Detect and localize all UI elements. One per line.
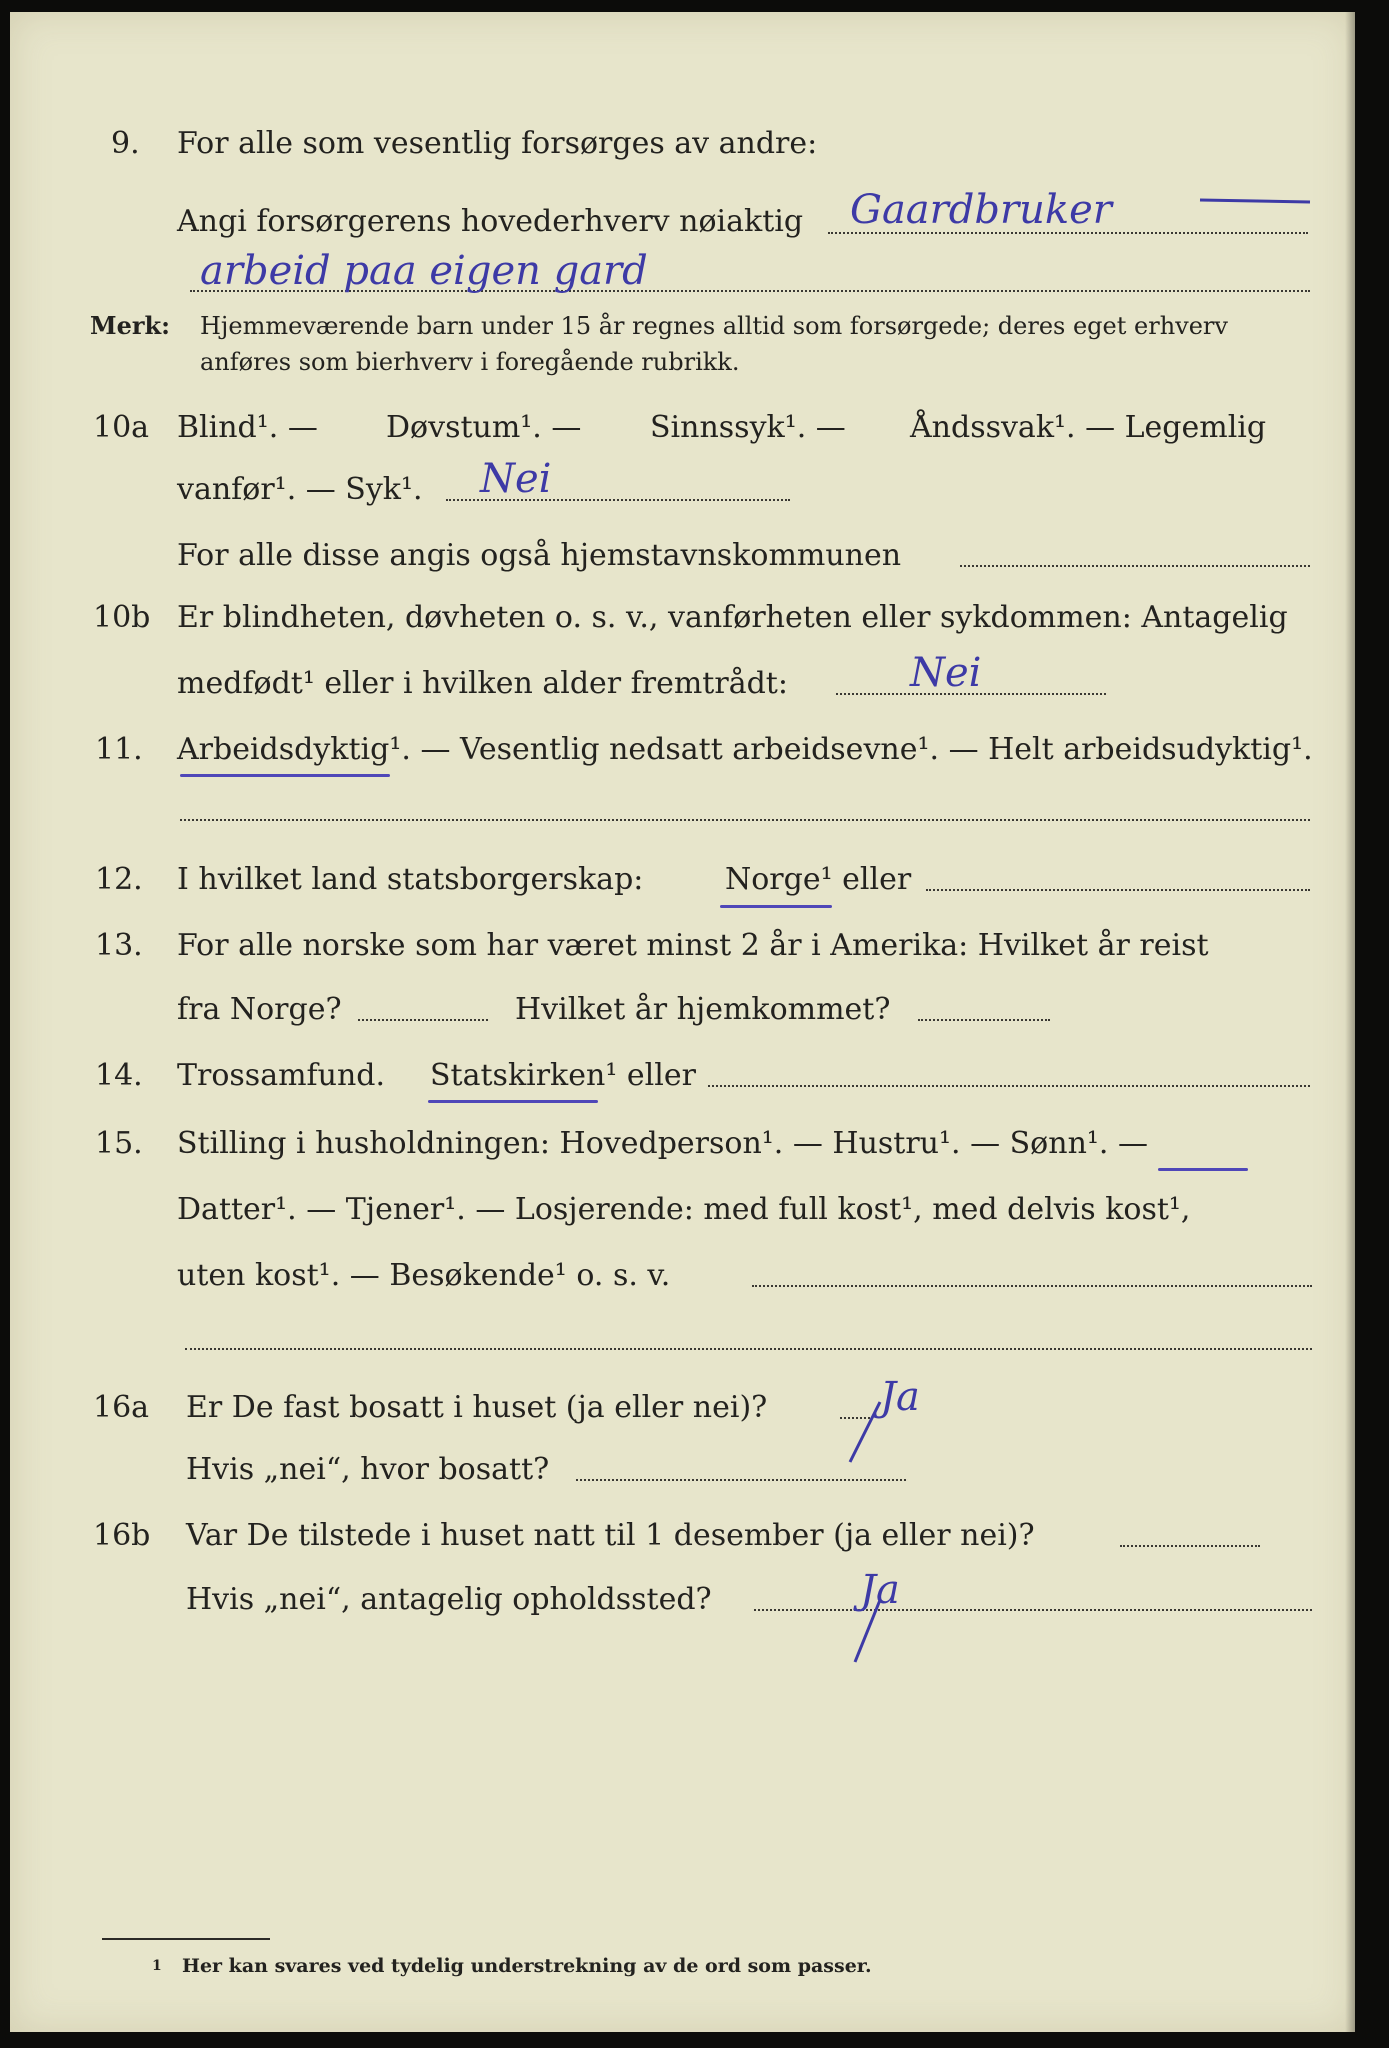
handwriting-strokes <box>10 12 1355 2032</box>
q15-number: 15. <box>95 1126 143 1161</box>
q10a-handwritten: Nei <box>480 456 552 502</box>
q16a-handwritten: Ja <box>880 1374 920 1420</box>
merk-label: Merk: <box>90 311 170 340</box>
q10b-medfodt: medfødt¹ eller i hvilken alder fremtrådt: <box>177 666 788 701</box>
q10a-number: 10a <box>93 410 150 445</box>
q16b-question: Var De tilstede i huset natt til 1 desember (ja eller nei)? <box>186 1518 1035 1553</box>
q16b-hvis-nei: Hvis „nei“, antagelig opholdssted? <box>186 1582 712 1617</box>
q10a-blind: Blind¹. — <box>177 410 318 445</box>
q12-norge: Norge¹ eller <box>725 862 912 897</box>
q16b-handwritten: Ja <box>860 1567 900 1613</box>
q16a-number: 16a <box>93 1390 150 1425</box>
q10a-andssvak: Åndssvak¹. — Legemlig <box>910 410 1267 445</box>
q15-datter: Datter¹. — Tjener¹. — Losjerende: med full kost¹, med delvis kost¹, <box>177 1192 1191 1227</box>
footnote-text: Her kan svares ved tydelig understrekning av de ord som passer. <box>182 1955 872 1977</box>
q10b-question: Er blindheten, døvheten o. s. v., vanførheten eller sykdommen: Antagelig <box>177 600 1288 635</box>
q10a-hjemstavn: For alle disse angis også hjemstavnskommunen <box>177 538 902 573</box>
q13-fra-norge: fra Norge? <box>177 992 342 1027</box>
q10a-sinnssyk: Sinnssyk¹. — <box>650 410 846 445</box>
footnote-rule <box>102 1938 270 1940</box>
q11-question: Arbeidsdyktig¹. — Vesentlig nedsatt arbeidsevne¹. — Helt arbeidsudyktig¹. <box>177 732 1313 767</box>
merk-text-2: anføres som bierhverv i foregående rubrikk. <box>200 348 740 376</box>
q16a-hvis-nei: Hvis „nei“, hvor bosatt? <box>186 1452 550 1487</box>
q9-question: For alle som vesentlig forsørges av andre: <box>177 126 818 161</box>
q14-question: Trossamfund. <box>177 1058 386 1093</box>
census-form-sheet <box>10 12 1355 2032</box>
q9-handwritten-2: arbeid paa eigen gard <box>200 248 648 294</box>
q15-question: Stilling i husholdningen: Hovedperson¹. — Hustru¹. — Sønn¹. — <box>177 1126 1148 1161</box>
q9-prompt: Angi forsørgerens hovederhverv nøiaktig <box>177 204 804 239</box>
q14-statskirken: Statskirken¹ eller <box>430 1058 696 1093</box>
q16b-number: 16b <box>93 1518 151 1553</box>
q12-number: 12. <box>95 862 143 897</box>
footnote-mark: 1 <box>152 1958 162 1974</box>
q16a-question: Er De fast bosatt i huset (ja eller nei)? <box>186 1390 768 1425</box>
q13-question: For alle norske som har været minst 2 år i Amerika: Hvilket år reist <box>177 928 1209 963</box>
q13-number: 13. <box>95 928 143 963</box>
q9-number: 9. <box>111 126 140 161</box>
q9-handwritten-1: Gaardbruker <box>850 187 1112 233</box>
q10b-handwritten: Nei <box>910 650 982 696</box>
q10a-dovstum: Døvstum¹. — <box>386 410 582 445</box>
q13-hjemkommet: Hvilket år hjemkommet? <box>515 992 891 1027</box>
q11-number: 11. <box>95 732 143 767</box>
q12-question: I hvilket land statsborgerskap: <box>177 862 644 897</box>
merk-text-1: Hjemmeværende barn under 15 år regnes alltid som forsørgede; deres eget erhverv <box>200 312 1228 340</box>
q10b-number: 10b <box>93 600 151 635</box>
q15-uten-kost: uten kost¹. — Besøkende¹ o. s. v. <box>177 1258 671 1293</box>
q10a-vanfor: vanfør¹. — Syk¹. <box>177 472 423 507</box>
q14-number: 14. <box>95 1058 143 1093</box>
